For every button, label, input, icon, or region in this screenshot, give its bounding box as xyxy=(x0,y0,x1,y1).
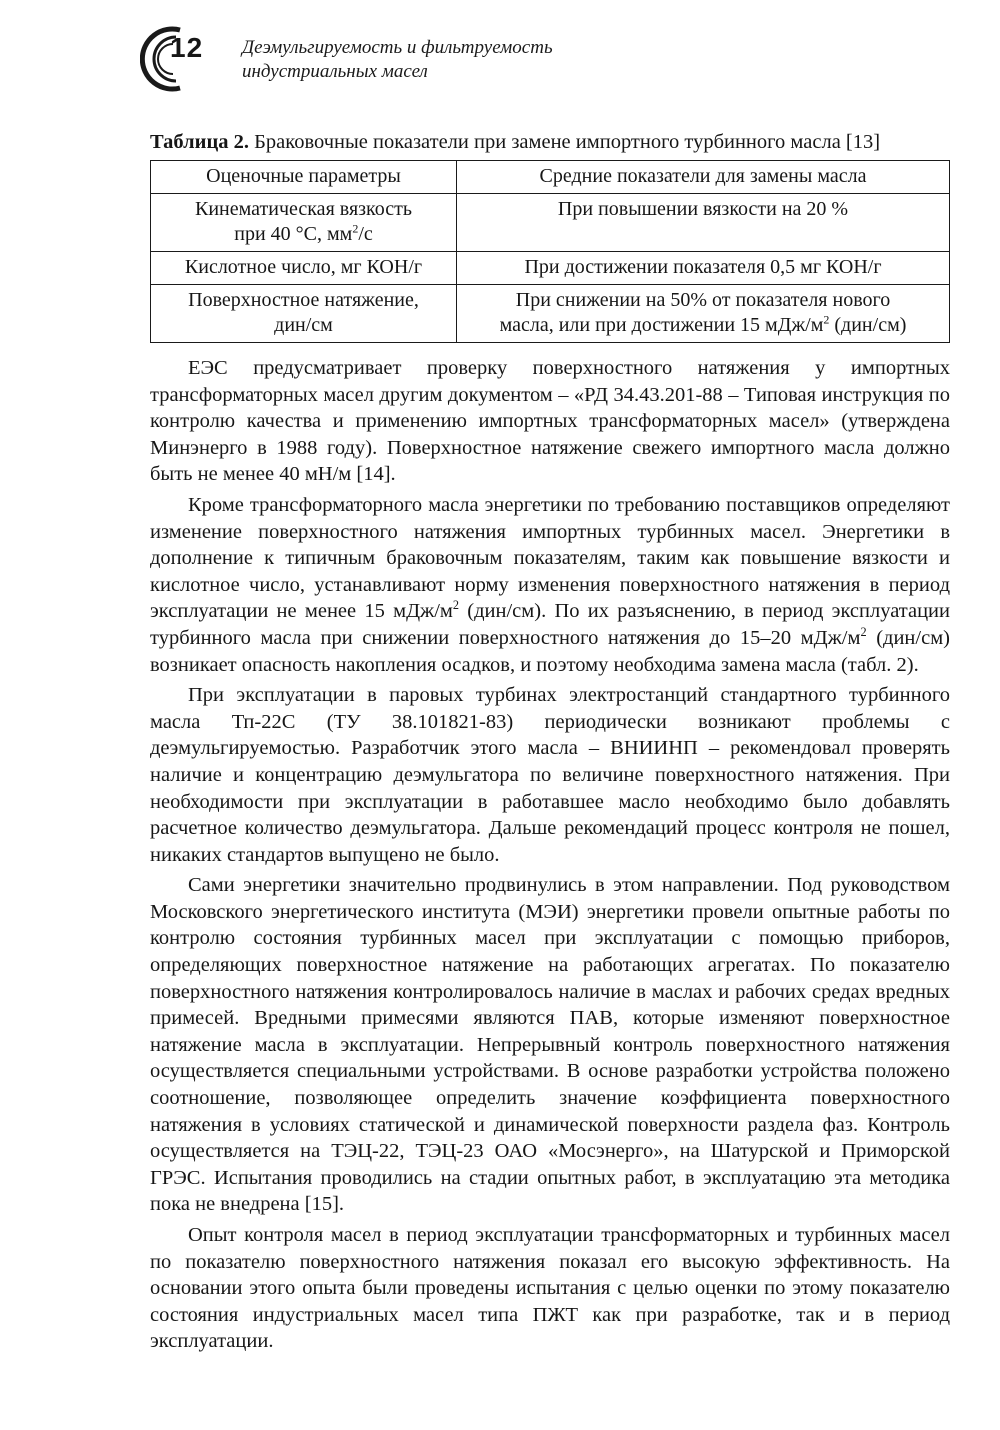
table-cell-parameter: Кислотное число, мг КОН/г xyxy=(151,252,457,285)
column-header-parameters: Оценочные параметры xyxy=(151,161,457,194)
table-cell-value: При достижении показателя 0,5 мг КОН/г xyxy=(457,252,950,285)
paragraph: ЕЭС предусматривает проверку поверхностного натяжения у импортных трансформаторных масел другим документом – «РД 34.43.201-88 – Типовая инструкция по контролю качества и применению импортных трансформаторных масел» (утверждена Минэнерго в 1988 году). Поверхностное натяжение свежего импортного масла должно быть не менее 40 мН/м [14]. xyxy=(150,357,950,486)
table-cell-value: При повышении вязкости на 20 % xyxy=(457,194,950,252)
page-header xyxy=(140,20,740,100)
body-text xyxy=(150,355,950,1359)
paragraph: Кроме трансформаторного масла энергетики по требованию поставщиков определяют изменение поверхностного натяжения импортных турбинных масел. Энергетики в дополнение к типичным браковочным показателям, таким как повышение вязкости и кислотное число, устанавливают норму изменения поверхностного натяжения в период эксплуатации не менее 15 мДж/$м^2$ (дин/см). По их разъяснению, в период эксплуатации турбинного масла при снижении поверхностного натяжения до 15–20 мДж/$м^2$ (дин/см) возникает опасность накопления осадков, и поэтому необходима замена масла (табл. 2). xyxy=(150,493,950,676)
paragraph: При эксплуатации в паровых турбинах электростанций стандартного турбинного масла Тп-22С (ТУ 38.101821-83) периодически возникают проблемы с деэмульгируемостью. Разработчик этого масла – ВНИИНП – рекомендовал проверять наличие и концентрацию деэмульгатора по величине поверхностного натяжения. При необходимости при эксплуатации в работавшее масло необходимо было добавлять расчетное количество деэмульгатора. Дальше рекомендаций процесс контроля не пошел, никаких стандартов выпущено не было. xyxy=(150,684,950,866)
table-caption xyxy=(150,130,950,154)
table-cell-parameter: Поверхностное натяжение, дин/см xyxy=(151,285,457,343)
table-caption-label: Таблица 2. xyxy=(150,131,250,153)
table-caption-text: Браковочные показатели при замене импортного турбинного масла [13] xyxy=(249,131,881,153)
column-header-values: Средние показатели для замены масла xyxy=(457,161,950,194)
running-title-line: Деэмульгируемость и фильтруемость xyxy=(242,37,553,58)
table-cell-parameter: Кинематическая вязкость при 40 °С, $мм^2/с$ xyxy=(151,194,457,252)
table-row xyxy=(151,194,950,252)
paragraph: Сами энергетики значительно продвинулись в этом направлении. Под руководством Московского энергетического института (МЭИ) энергетики провели опытные работы по контролю состояния турбинных масел при эксплуатации с помощью приборов, определяющих поверхностное натяжение на работающих агрегатах. По показателю поверхностного натяжения контролировалось наличие в маслах и рабочих средах вредных примесей. Вредными примесями являются ПАВ, которые изменяют поверхностное натяжение масла в эксплуатации. Непрерывный контроль поверхностного натяжения осуществляется специальными устройствами. В основе разработки устройства положено соотношение, позволяющее определить значение коэффициента поверхностного натяжения в условиях статической и динамической поверхности раздела фаз. Контроль осуществляется на ТЭЦ-22, ТЭЦ-23 ОАО «Мосэнерго», на Шатурской и Приморской ГРЭС. Испытания проводились на стадии опытных работ, в эксплуатацию эта методика пока не внедрена [15]. xyxy=(150,874,950,1216)
page-number: 12 xyxy=(170,32,204,63)
running-title xyxy=(242,36,553,84)
rejection-criteria-table xyxy=(150,160,950,343)
table-cell-value: При снижении на 50% от показателя нового масла, или при достижении 15 мДж/$м^2$ (дин/см) xyxy=(457,285,950,343)
running-title-line: индустриальных масел xyxy=(242,61,428,82)
table-row xyxy=(151,252,950,285)
paragraph: Опыт контроля масел в период эксплуатации трансформаторных и турбинных масел по показателю поверхностного натяжения показал его высокую эффективность. На основании этого опыта были проведены испытания с целью оценки по этому показателю состояния индустриальных масел типа ПЖТ как при разработке, так и в период эксплуатации. xyxy=(150,1224,950,1353)
table-header-row xyxy=(151,161,950,194)
table-row xyxy=(151,285,950,343)
